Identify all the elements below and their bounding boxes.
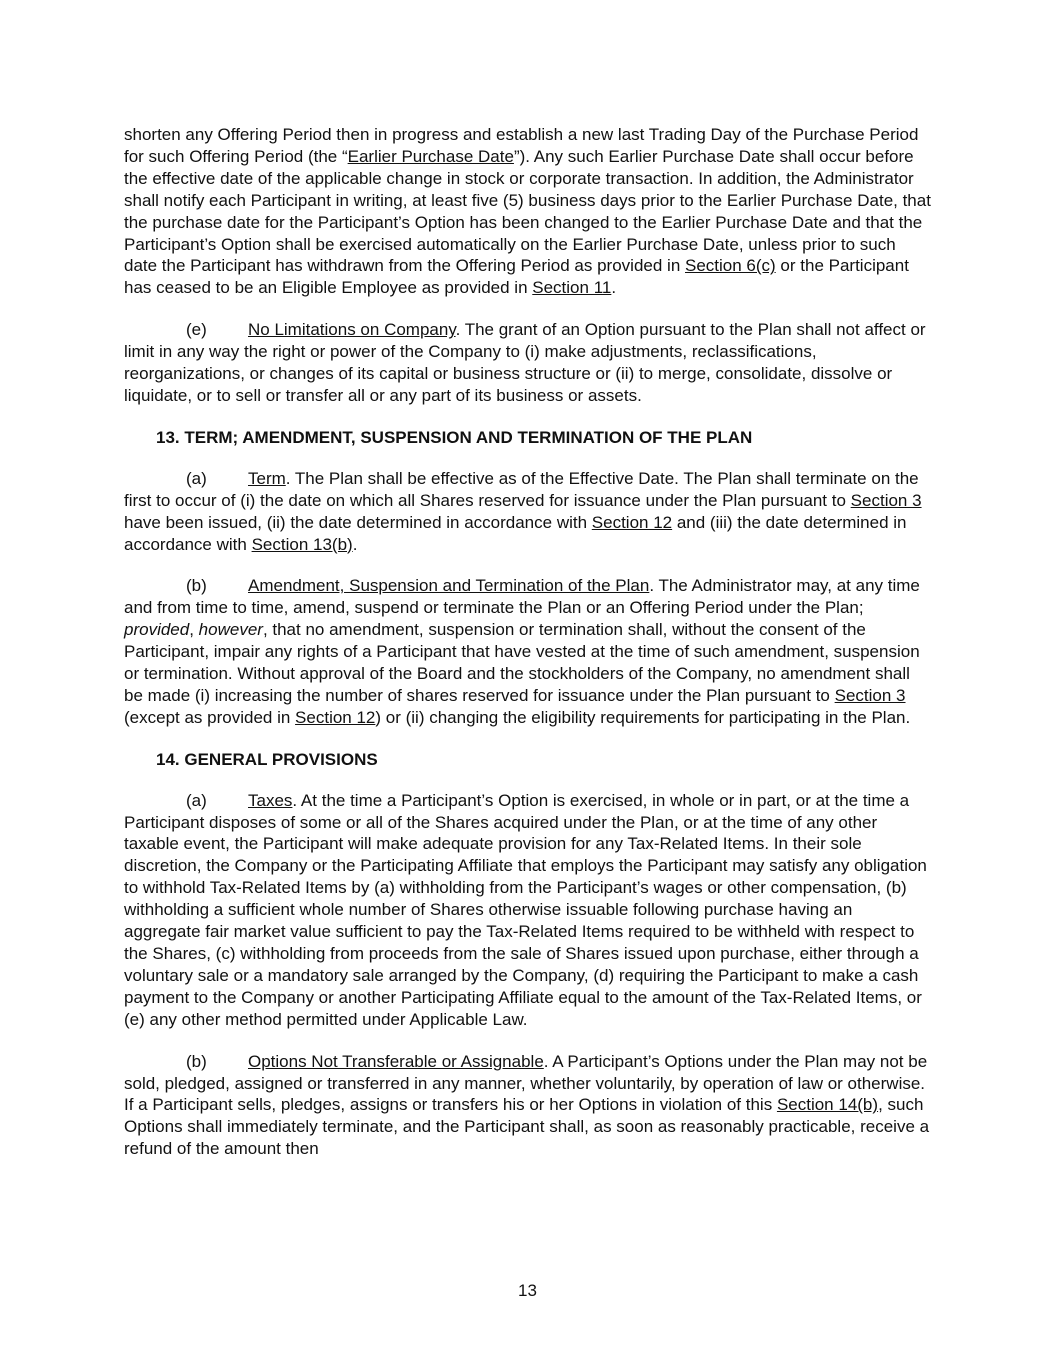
italic-term-however: however: [198, 620, 263, 640]
paragraph-13b: [124, 575, 932, 728]
section-reference-6c: Section 6(c): [685, 256, 776, 276]
text-run: . The Administrator may, at any time and from time to time, amend, suspend or terminate the Plan or an Offering Period under the Plan;: [124, 576, 920, 618]
paragraph-14a: [124, 790, 932, 1031]
text-run: and (iii) the date determined in accordance with: [124, 512, 907, 554]
italic-term-provided: provided: [124, 620, 190, 640]
text-run: .: [352, 534, 358, 554]
clause-title: No Limitations on Company: [248, 320, 456, 340]
paragraph-13a: [124, 468, 932, 556]
clause-label: (a): [186, 790, 207, 810]
text-run: . At the time a Participant’s Option is exercised, in whole or in part, or at the time a Participant disposes of some or all of the Shares acquired under the Plan, or at the time of any other taxable event, the Participant will make adequate provision for any Tax-Related Items. In their sole discretion, the Company or the Participating Affiliate that employs the Participant may satisfy any obligation to withhold Tax-Related Items by (a) withholding from the Participant’s wages or other compensation, (b) withholding a sufficient whole number of Shares otherwise issuable following purchase having an aggregate fair market value sufficient to pay the Tax-Related Items required to be withheld with respect to the Shares, (c) withholding from proceeds from the sale of Shares issued upon purchase, either through a voluntary sale or a mandatory sale arranged by the Company, (d) requiring the Participant to make a cash payment to the Company or another Participating Affiliate equal to the amount of the Tax-Related Items, or (e) any other method permitted under Applicable Law.: [124, 790, 927, 1029]
clause-label: (a): [186, 468, 207, 488]
section-reference-12: Section 12: [295, 707, 376, 727]
text-run: or the Participant has ceased to be an Eligible Employee as provided in: [124, 256, 909, 298]
section-reference-3: Section 3: [834, 685, 906, 705]
text-run: , that no amendment, suspension or termination shall, without the consent of the Participant, impair any rights of a Participant that have vested at the time of such amendment, suspension or termination. Without approval of the Board and the stockholders of the Company, no amendment shall be made (i) increasing the number of shares reserved for issuance under the Plan pursuant to: [124, 620, 920, 705]
section-heading-13: 13. TERM; AMENDMENT, SUSPENSION AND TERMINATION OF THE PLAN: [156, 427, 753, 447]
text-run: .: [611, 278, 617, 298]
clause-title: Options Not Transferable or Assignable: [248, 1051, 544, 1071]
text-run: shorten any Offering Period then in progress and establish a new last Trading Day of the Purchase Period for such Offering Period (the “: [124, 125, 919, 166]
clause-label: (e): [186, 320, 207, 340]
text-run: . The grant of an Option pursuant to the Plan shall not affect or limit in any way the right or power of the Company to (i) make adjustments, reclassifications, reorganizations, or changes of its capital or business structure or (ii) to merge, consolidate, dissolve or liquidate, or to sell or transfer all or any part of its business or assets.: [124, 320, 926, 405]
section-reference-3: Section 3: [850, 490, 922, 510]
text-run: ) or (ii) changing the eligibility requirements for participating in the Plan.: [375, 707, 911, 727]
paragraph-14b: [124, 1051, 932, 1161]
clause-title: Term: [248, 468, 286, 488]
text-run: ,: [189, 620, 199, 640]
defined-term-earlier-purchase-date: Earlier Purchase Date: [347, 146, 514, 166]
section-reference-11: Section 11: [532, 278, 612, 298]
clause-title: Amendment, Suspension and Termination of the Plan: [248, 576, 650, 596]
section-reference-13b: Section 13(b): [251, 534, 353, 554]
text-run: , such Options shall immediately terminate, and the Participant shall, as soon as reasonably practicable, receive a refund of the amount then: [124, 1095, 930, 1159]
text-run: ”). Any such Earlier Purchase Date shall occur before the effective date of the applicable change in stock or corporate transaction. In addition, the Administrator shall notify each Participant in writing, at least five (5) business days prior to the Earlier Purchase Date, that the purchase date for the Participant’s Option has been changed to the Earlier Purchase Date and that the Participant’s Option shall be exercised automatically on the Earlier Purchase Date, unless prior to such date the Participant has withdrawn from the Offering Period as provided in: [124, 146, 931, 276]
text-run: . The Plan shall be effective as of the Effective Date. The Plan shall terminate on the first to occur of (i) the date on which all Shares reserved for issuance under the Plan pursuant to: [124, 468, 919, 510]
text-run: . A Participant’s Options under the Plan may not be sold, pledged, assigned or transferred in any manner, whether voluntarily, by operation of law or otherwise. If a Participant sells, pledges, assigns or transfers his or her Options in violation of this: [124, 1051, 928, 1115]
section-reference-14b: Section 14(b): [776, 1095, 879, 1115]
clause-title: Taxes: [248, 790, 293, 810]
section-reference-12: Section 12: [591, 512, 673, 532]
text-run: (except as provided in: [124, 707, 296, 727]
paragraph-12e: [124, 319, 932, 407]
document-body: [124, 124, 932, 1180]
section-heading-14: 14. GENERAL PROVISIONS: [156, 749, 378, 769]
clause-label: (b): [186, 1051, 207, 1071]
page-number: 13: [518, 1281, 537, 1300]
clause-label: (b): [186, 576, 207, 596]
paragraph-earlier-purchase-date: [124, 124, 932, 299]
text-run: have been issued, (ii) the date determined in accordance with: [124, 512, 592, 532]
